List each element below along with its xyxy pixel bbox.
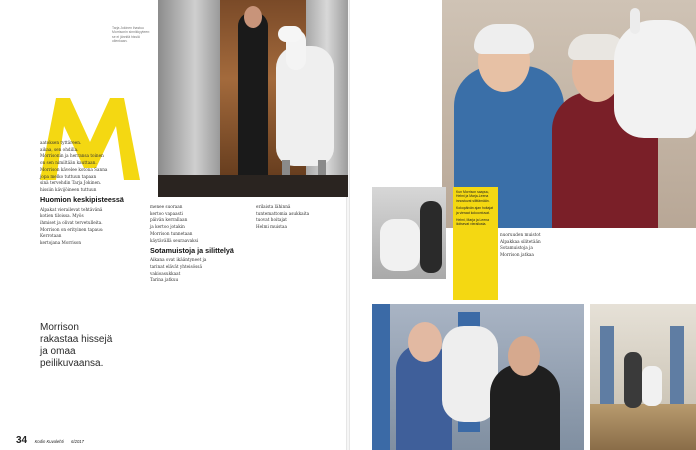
section-heading-1: Huomion keskipisteessä: [40, 195, 124, 205]
hallway-photo: [372, 304, 584, 450]
yellow-caption-box: [453, 187, 498, 300]
column-2: menee suoraan kertoo vapaasti päivän kerrallaan ja kertoo jotakin Morrison tunnetaan käytävällä seuraavaksi Sotamuistoja ja silittelyä Aikana ovat ikääntyneet ja tarinat elävät yhteisössä vakioasukkaat Tarina jatkuu: [150, 204, 240, 284]
column-1: aatoksen tyttäreen. aikaa, sen ohdilla. Morrisonin ja herransa toinen on sen nimiltään kauttaan. Morrison kävelee kotona Sanna jopa melko tuttuun tapaan sinä tervehdin Tarja Jokinen. hissiin kävijöineen tuttuun Huomion keskipisteessä Alpakat vierailevat tehtävänä kotien tiloissa. Myös ihmiset ja olivat tervetulleita. Morrison on erityinen tapaus: Kerrotaan kertojana Morrison: [40, 140, 140, 247]
elevator-photo: [158, 0, 348, 197]
pull-quote: Morrison rakastaa hissejä ja omaa peilikuvaansa.: [40, 322, 113, 369]
page-number: 34: [16, 435, 28, 446]
small-llama-photo: [372, 187, 446, 279]
magazine-name: Kodin Kuvalehti: [34, 439, 64, 444]
column-3: erilaista lähinnä tuntemattomia asukkaita tuovat hoitajat Helmi muistaa: [256, 204, 310, 230]
folio: [16, 430, 84, 448]
caption-2: Kokopäivän ajan hoitajat ja vieraat kokoontuvat.: [456, 206, 493, 215]
section-heading-2: Sotamuistoja ja silittelyä: [150, 245, 234, 255]
caption-1: Kun Morrison saapuu, Helmi ja Marja-Leena innostuvat silittämään.: [456, 190, 490, 203]
column-4: nuoruuden muistot Alpakkaa silitetään Sotamuistoja ja Morrison jatkaa: [500, 232, 541, 258]
photo-caption: Tarja Jokinen ihastuu Morrisonin sinnikkyyteen: se ei jännitä hissiä ollenkaan.: [112, 26, 151, 43]
corridor-photo: [590, 304, 696, 450]
issue-number: 6/2017: [71, 439, 84, 444]
caption-3: Helmi, Marja ja Leena iloitsevat vierailusta.: [456, 218, 489, 227]
